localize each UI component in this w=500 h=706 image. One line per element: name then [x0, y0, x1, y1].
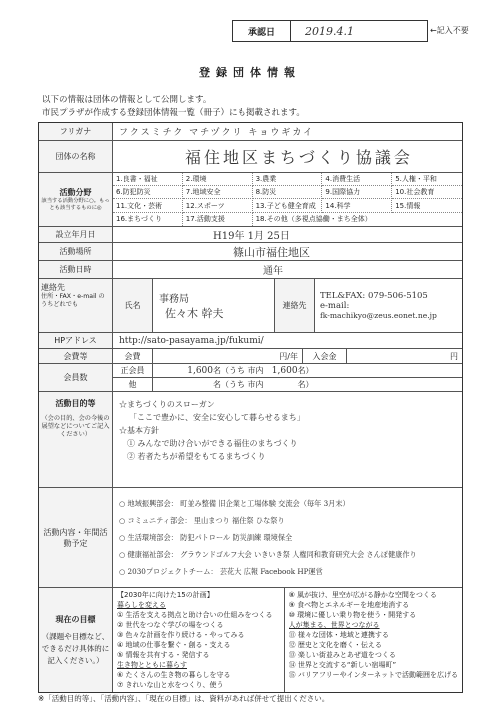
goals-row — [39, 588, 462, 692]
name-cell — [153, 279, 275, 332]
place-value[interactable]: 篠山市福住地区 — [233, 245, 310, 259]
regular-members-city[interactable]: 1,600 — [271, 365, 298, 376]
goals-left-line: ③ 色々な計画を作り続ける・やってみる — [117, 631, 245, 639]
other-members-line — [113, 378, 462, 391]
goals-right-column — [284, 588, 462, 692]
approval-date-value: 2019.4.1 — [305, 24, 354, 38]
founded-value[interactable]: H19年 1月 25日 — [213, 231, 290, 242]
activity-fields-grid — [113, 173, 462, 226]
goals-left-line: ② 世代をつなぐ学びの場をつくる — [117, 621, 224, 629]
goals-left-line: 【2030年に向けた15の計画】 — [117, 591, 214, 599]
contact-label: 連絡先 — [41, 283, 65, 292]
regular-members-end: 名） — [297, 366, 314, 375]
contact-info-label: 連絡先 — [275, 279, 315, 332]
intro-line: 市民プラザが作成する登録団体情報一覧（冊子）にも掲載されます。 — [42, 108, 305, 118]
purpose-label: 活動目的等 — [55, 399, 96, 408]
email-address[interactable]: fk-machikyo@zeus.eonet.ne.jp — [320, 311, 437, 320]
field-item[interactable]: 1.良書・福祉 — [113, 173, 183, 186]
founded-label: 設立年月日 — [39, 227, 113, 242]
furigana-label: フリガナ — [39, 123, 113, 140]
hp-label: HPアドレス — [39, 333, 113, 348]
goals-right-line: ⑧ 風が抜け、里空が広がる静かな空間をつくる — [288, 591, 437, 599]
contact-label-cell — [39, 279, 113, 332]
purpose-line: ☆基本方針 — [119, 426, 159, 435]
goals-right-line: 人が集まる、世界とつながる — [288, 621, 380, 629]
regular-members-line — [113, 364, 462, 378]
contact-info-cell — [315, 279, 462, 332]
purpose-line: ① みんなで助け合いができる福住のまちづくり — [127, 439, 298, 448]
days-row — [39, 261, 462, 279]
content-body[interactable] — [113, 488, 462, 587]
goals-left-line: ⑥ たくさんの生き物の暮らしを守る — [117, 671, 231, 679]
other-members-end: 名） — [297, 380, 314, 389]
goals-columns — [113, 588, 462, 692]
field-item[interactable]: 10.社会教育 — [392, 186, 462, 199]
office-label[interactable]: 事務局 — [159, 294, 189, 305]
join-fee-unit[interactable]: 円 — [450, 351, 458, 361]
goals-left-line: 生き物とともに暮らす — [117, 661, 187, 669]
days-label: 活動日時 — [39, 261, 113, 278]
field-item[interactable]: 6.防犯防災 — [113, 186, 183, 199]
field-item[interactable]: 9.国際協力 — [322, 186, 392, 199]
field-item[interactable]: 13.子ども健全育成 — [253, 200, 323, 213]
goals-right-line: ⑩ 環境に優しい乗り物を使う・開発する — [288, 611, 417, 619]
goals-right-line: ⑭ 世界と交流する“新しい宿場町” — [288, 661, 397, 669]
other-members-label: 他 — [113, 378, 153, 391]
hp-row — [39, 333, 462, 349]
hp-url[interactable]: http://sato-pasayama.jp/fukumi/ — [119, 335, 264, 346]
purpose-line: 「ここで豊かに、安全に安心して暮らせるまち」 — [129, 413, 305, 422]
content-label: 活動内容・年間活動予定 — [39, 488, 113, 587]
other-members-text: 名（うち 市内 — [213, 380, 264, 389]
content-row — [39, 488, 462, 588]
intro-line: 以下の情報は団体の情報として公開します。 — [42, 95, 212, 105]
regular-members-label: 正会員 — [113, 364, 153, 377]
email-label: e-mail: — [320, 301, 350, 311]
members-cell — [113, 364, 462, 391]
join-fee-label: 入会金 — [303, 349, 347, 363]
activity-fields-label: 活動分野 — [59, 188, 92, 197]
content-line: ○ 生活環境部会： 防犯パトロール 防災訓練 環境保全 — [119, 533, 293, 542]
goals-note: （課題や目標など、できるだけ具体的に記入ください。） — [41, 631, 110, 665]
field-item[interactable]: 11.文化・芸術 — [113, 200, 183, 213]
goals-right-line: ⑨ 食べ物とエネルギーを地産地消する — [288, 601, 410, 609]
contact-person[interactable]: 佐々木 幹夫 — [165, 307, 224, 320]
name-label: 氏名 — [113, 279, 153, 332]
content-line: ○ 2030プロジェクトチーム： 芸花大 広報 Facebook HP運営 — [119, 567, 323, 576]
goals-left-line: ⑦ きれいな山と水をつくり、使う — [117, 681, 224, 689]
field-item[interactable]: 18.その他（多視点協働・まち全体） — [255, 214, 372, 223]
furigana-value[interactable]: フクスミチク マチヅクリ キョウギカイ — [119, 128, 315, 138]
activity-fields-row — [39, 173, 462, 227]
tel-fax[interactable]: TEL&FAX: 079-506-5105 — [320, 291, 428, 301]
purpose-row — [39, 392, 462, 488]
document-title: 登録団体情報 — [199, 66, 301, 79]
field-item[interactable]: 15.情報 — [392, 200, 462, 213]
group-name-value[interactable]: 福住地区まちづくり協議会 — [185, 148, 413, 167]
goals-right-line: ⑫ 歴史と文化を磨く・伝える — [288, 641, 382, 649]
goals-label-cell — [39, 588, 113, 692]
field-item[interactable]: 16.まちづくり — [113, 213, 183, 226]
purpose-line: ② 若者たちが希望をもてるまちづくり — [127, 452, 266, 461]
intro-text — [42, 94, 305, 120]
approval-date-label: 承認日 — [233, 21, 291, 41]
members-row — [39, 364, 462, 392]
goals-left-line: ⑤ 情報を共有する・発信する — [117, 651, 210, 659]
goals-left-line: ④ 地域の仕事を繋ぐ・創る・支える — [117, 641, 231, 649]
activity-fields-note: 該当する活動分野に○。もっとも該当するものに◎ — [41, 198, 110, 211]
registration-form — [38, 122, 463, 693]
contact-row — [39, 279, 462, 333]
field-item[interactable]: 17.活動支援 — [183, 213, 253, 226]
days-value[interactable]: 通年 — [263, 266, 283, 277]
field-item[interactable]: 14.科学 — [322, 200, 392, 213]
group-name-row — [39, 141, 462, 173]
goals-right-line: ⑪ 様々な団体・地域と連携する — [288, 631, 389, 639]
field-item[interactable]: 2.環境 — [183, 173, 253, 186]
activity-fields-label-cell — [39, 173, 113, 226]
goals-label: 現在の目標 — [55, 614, 96, 624]
no-entry-note: ←記入不要 — [430, 26, 469, 35]
founded-row — [39, 227, 462, 243]
purpose-content[interactable] — [113, 392, 462, 487]
field-item[interactable]: 4.消費生活 — [322, 173, 392, 186]
field-item[interactable]: 3.農業 — [253, 173, 323, 186]
goals-left-column — [113, 588, 284, 692]
contact-note: 住所・FAX・e-mail のうちどれでも — [41, 293, 105, 308]
goals-left-line: 暮らしを変える — [117, 601, 166, 609]
fee-row — [39, 349, 462, 364]
goals-right-line: ⑮ バリアフリーやインターネットで活動範囲を広げる — [288, 671, 458, 679]
regular-members-text: 名（うち 市内 — [213, 366, 264, 375]
members-label: 会員数 — [39, 364, 113, 391]
furigana-row — [39, 123, 462, 141]
field-item[interactable]: 8.防災 — [253, 186, 323, 199]
purpose-label-cell — [39, 392, 113, 487]
purpose-line: ☆まちづくりのスローガン — [119, 400, 215, 409]
place-label: 活動場所 — [39, 243, 113, 260]
annual-fee-unit[interactable]: 円/年 — [153, 349, 303, 363]
content-line: ○ 地域振興部会： 町並み整備 旧企業と工場体験 交流会（毎年 3月末） — [119, 499, 350, 508]
content-line: ○ コミュニティ部会： 里山まつり 福住祭 ひな祭り — [119, 516, 285, 525]
footnote: ※「活動目的等」、「活動内容」、「現在の目標」は、資料があれば併せて提出ください。 — [38, 694, 330, 703]
purpose-note: （会の目的、会の今後の展望などについてご記入ください） — [41, 415, 110, 438]
place-row — [39, 243, 462, 261]
content-line: ○ 健康福祉部会： グラウンドゴルフ大会 いきいき祭 人権同和教育研究大会 さんぽ健康作り — [119, 550, 417, 559]
field-item[interactable]: 5.人権・平和 — [392, 173, 462, 186]
goals-left-line: ① 生活を支える拠点と助け合いの仕組みをつくる — [117, 611, 273, 619]
approval-stamp-box — [232, 20, 428, 42]
group-name-label: 団体の名称 — [39, 141, 113, 172]
field-item[interactable]: 7.地域安全 — [183, 186, 253, 199]
fee-label: 会費等 — [39, 349, 113, 363]
field-item[interactable]: 12.スポーツ — [183, 200, 253, 213]
goals-right-line: ⑬ 楽しい街並みとあぜ道をつくる — [288, 651, 396, 659]
annual-fee-label: 会費 — [113, 349, 153, 363]
regular-members-count[interactable]: 1,600 — [187, 365, 213, 376]
